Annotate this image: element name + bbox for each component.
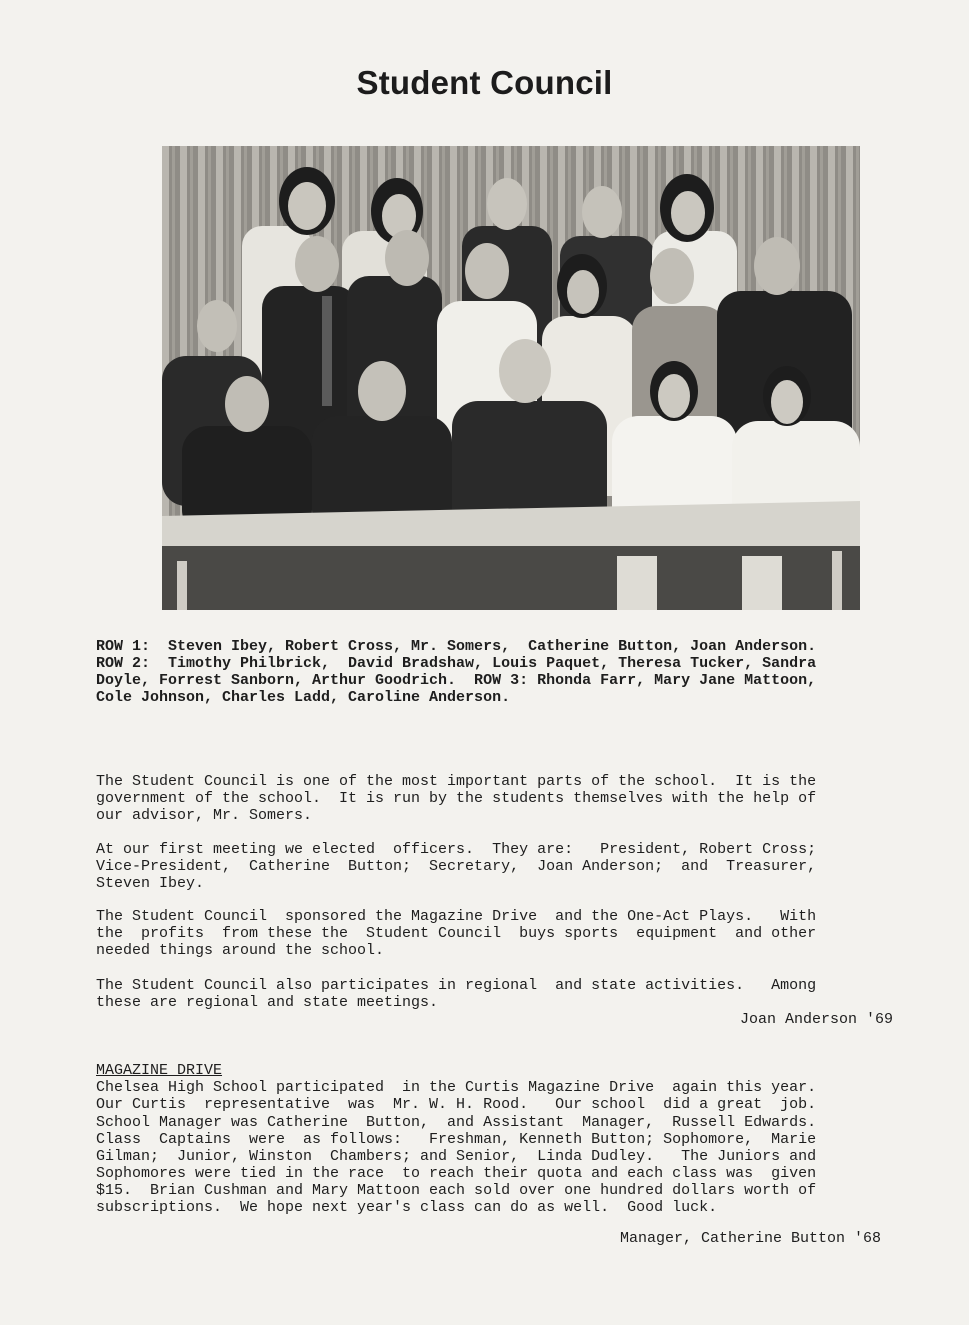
photo-caption: ROW 1: Steven Ibey, Robert Cross, Mr. Somers, Catherine Button, Joan Anderson. ROW 2: Timothy Philbrick, David Bradshaw, Louis Paquet, Theresa Tucker, Sandra Doyle, Forrest Sanborn, Arthur Goodrich. ROW 3: Rhonda Farr, Mary Jane Mattoon, Cole Johnson, Charles Ladd, Caroline Anderson. bbox=[96, 638, 817, 706]
magazine-paragraph-1: Chelsea High School participated in the Curtis Magazine Drive again this year. Our Curtis representative was Mr. W. H. Rood. Our school did a great job. bbox=[96, 1079, 817, 1113]
council-paragraph-1: The Student Council is one of the most important parts of the school. It is the government of the school. It is run by the students themselves with the help of our advisor, Mr. Somers. bbox=[96, 773, 817, 824]
council-paragraph-4: The Student Council also participates in regional and state activities. Among these are regional and state meetings. bbox=[96, 977, 817, 1011]
group-photo bbox=[162, 146, 860, 610]
magazine-heading: MAGAZINE DRIVE bbox=[96, 1062, 223, 1079]
magazine-section bbox=[96, 1045, 816, 1113]
council-signature: Joan Anderson '69 bbox=[740, 1011, 894, 1028]
council-paragraph-2: At our first meeting we elected officers. They are: President, Robert Cross; Vice-President, Catherine Button; Secretary, Joan Anderson; and Treasurer, Steven Ibey. bbox=[96, 841, 817, 892]
page-title: Student Council bbox=[356, 64, 613, 101]
magazine-signature: Manager, Catherine Button '68 bbox=[620, 1230, 882, 1247]
magazine-paragraph-2: School Manager was Catherine Button, and Assistant Manager, Russell Edwards. Class Captains were as follows: Freshman, Kenneth Button; Sophomore, Marie Gilman; Junior, Winston Chambers; and Senior, Linda Dudley. The Juniors and Sophomores were tied in the race to reach their quota and each class was given $15. Brian Cushman and Mary Mattoon each sold over one hundred dollars worth of subscriptions. We hope next year's class can do as well. Good luck. bbox=[96, 1114, 817, 1216]
council-paragraph-3: The Student Council sponsored the Magazine Drive and the One-Act Plays. With the profits from these the Student Council buys sports equipment and other needed things around the school. bbox=[96, 908, 817, 959]
